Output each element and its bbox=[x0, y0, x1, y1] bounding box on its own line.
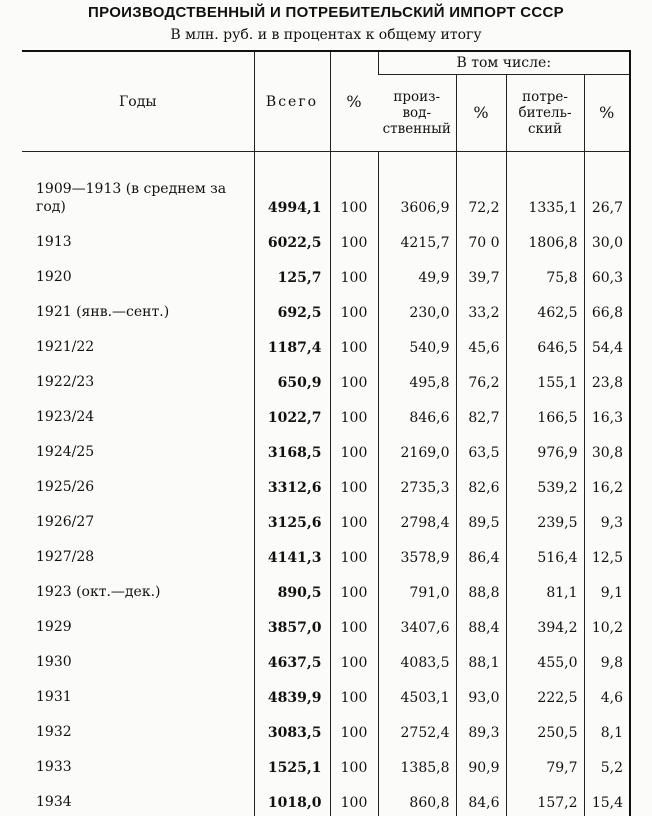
prod-cell: 791,0 bbox=[378, 571, 456, 606]
header-cons-pct: % bbox=[584, 75, 630, 152]
cons-cell: 155,1 bbox=[506, 361, 584, 396]
prod-pct-cell: 86,4 bbox=[456, 536, 506, 571]
table-header bbox=[22, 51, 630, 152]
prod-cell: 4503,1 bbox=[378, 676, 456, 711]
prod-cell: 2798,4 bbox=[378, 501, 456, 536]
total-pct-cell: 100 bbox=[330, 291, 378, 326]
total-pct-cell: 100 bbox=[330, 431, 378, 466]
total-cell: 4994,1 bbox=[254, 152, 330, 222]
year-cell: 1925/26 bbox=[22, 466, 254, 501]
year-cell: 1926/27 bbox=[22, 501, 254, 536]
header-years: Годы bbox=[22, 51, 254, 152]
table-row bbox=[22, 326, 630, 361]
prod-pct-cell: 45,6 bbox=[456, 326, 506, 361]
year-cell: 1921 (янв.—сент.) bbox=[22, 291, 254, 326]
prod-cell: 230,0 bbox=[378, 291, 456, 326]
total-pct-cell: 100 bbox=[330, 221, 378, 256]
cons-cell: 222,5 bbox=[506, 676, 584, 711]
prod-pct-cell: 89,3 bbox=[456, 711, 506, 746]
prod-cell: 2169,0 bbox=[378, 431, 456, 466]
year-cell: 1909—1913 (в среднем за год) bbox=[22, 152, 254, 222]
year-cell: 1929 bbox=[22, 606, 254, 641]
cons-cell: 394,2 bbox=[506, 606, 584, 641]
cons-pct-cell: 60,3 bbox=[584, 256, 630, 291]
table-row bbox=[22, 641, 630, 676]
cons-cell: 166,5 bbox=[506, 396, 584, 431]
total-cell: 650,9 bbox=[254, 361, 330, 396]
total-cell: 1022,7 bbox=[254, 396, 330, 431]
cons-cell: 1335,1 bbox=[506, 152, 584, 222]
year-cell: 1921/22 bbox=[22, 326, 254, 361]
total-cell: 692,5 bbox=[254, 291, 330, 326]
prod-pct-cell: 84,6 bbox=[456, 781, 506, 816]
table-row bbox=[22, 221, 630, 256]
table-row bbox=[22, 536, 630, 571]
prod-cell: 540,9 bbox=[378, 326, 456, 361]
cons-cell: 646,5 bbox=[506, 326, 584, 361]
table-row bbox=[22, 152, 630, 222]
total-cell: 1525,1 bbox=[254, 746, 330, 781]
total-pct-cell: 100 bbox=[330, 466, 378, 501]
prod-pct-cell: 33,2 bbox=[456, 291, 506, 326]
year-cell: 1927/28 bbox=[22, 536, 254, 571]
cons-cell: 81,1 bbox=[506, 571, 584, 606]
total-cell: 4141,3 bbox=[254, 536, 330, 571]
prod-pct-cell: 88,8 bbox=[456, 571, 506, 606]
prod-pct-cell: 89,5 bbox=[456, 501, 506, 536]
cons-cell: 157,2 bbox=[506, 781, 584, 816]
year-cell: 1922/23 bbox=[22, 361, 254, 396]
total-pct-cell: 100 bbox=[330, 152, 378, 222]
header-prod: произ- вод- ственный bbox=[378, 75, 456, 152]
prod-pct-cell: 93,0 bbox=[456, 676, 506, 711]
cons-pct-cell: 30,0 bbox=[584, 221, 630, 256]
cons-pct-cell: 15,4 bbox=[584, 781, 630, 816]
year-cell: 1933 bbox=[22, 746, 254, 781]
cons-cell: 462,5 bbox=[506, 291, 584, 326]
total-pct-cell: 100 bbox=[330, 606, 378, 641]
header-total: Всего bbox=[254, 51, 330, 152]
prod-pct-cell: 39,7 bbox=[456, 256, 506, 291]
total-pct-cell: 100 bbox=[330, 711, 378, 746]
year-cell: 1923 (окт.—дек.) bbox=[22, 571, 254, 606]
table-row bbox=[22, 396, 630, 431]
cons-pct-cell: 4,6 bbox=[584, 676, 630, 711]
cons-pct-cell: 9,3 bbox=[584, 501, 630, 536]
cons-pct-cell: 16,2 bbox=[584, 466, 630, 501]
cons-pct-cell: 5,2 bbox=[584, 746, 630, 781]
prod-pct-cell: 90,9 bbox=[456, 746, 506, 781]
total-pct-cell: 100 bbox=[330, 746, 378, 781]
year-cell: 1924/25 bbox=[22, 431, 254, 466]
prod-cell: 49,9 bbox=[378, 256, 456, 291]
total-pct-cell: 100 bbox=[330, 256, 378, 291]
total-pct-cell: 100 bbox=[330, 536, 378, 571]
header-prod-pct: % bbox=[456, 75, 506, 152]
cons-cell: 1806,8 bbox=[506, 221, 584, 256]
cons-pct-cell: 10,2 bbox=[584, 606, 630, 641]
table-row bbox=[22, 501, 630, 536]
total-cell: 3312,6 bbox=[254, 466, 330, 501]
year-cell: 1932 bbox=[22, 711, 254, 746]
cons-pct-cell: 26,7 bbox=[584, 152, 630, 222]
prod-pct-cell: 72,2 bbox=[456, 152, 506, 222]
prod-cell: 4083,5 bbox=[378, 641, 456, 676]
table-row bbox=[22, 711, 630, 746]
cons-cell: 239,5 bbox=[506, 501, 584, 536]
total-pct-cell: 100 bbox=[330, 501, 378, 536]
prod-cell: 4215,7 bbox=[378, 221, 456, 256]
prod-cell: 1385,8 bbox=[378, 746, 456, 781]
cons-cell: 976,9 bbox=[506, 431, 584, 466]
table-row bbox=[22, 291, 630, 326]
table-row bbox=[22, 256, 630, 291]
year-cell: 1920 bbox=[22, 256, 254, 291]
table-row bbox=[22, 781, 630, 816]
cons-pct-cell: 30,8 bbox=[584, 431, 630, 466]
prod-cell: 846,6 bbox=[378, 396, 456, 431]
year-cell: 1923/24 bbox=[22, 396, 254, 431]
table-subtitle: В млн. руб. и в процентах к общему итогу bbox=[0, 27, 652, 43]
total-cell: 125,7 bbox=[254, 256, 330, 291]
total-cell: 1018,0 bbox=[254, 781, 330, 816]
prod-pct-cell: 70 0 bbox=[456, 221, 506, 256]
total-pct-cell: 100 bbox=[330, 781, 378, 816]
total-cell: 4637,5 bbox=[254, 641, 330, 676]
table-body bbox=[22, 152, 630, 816]
cons-cell: 539,2 bbox=[506, 466, 584, 501]
table-row bbox=[22, 606, 630, 641]
table-row bbox=[22, 676, 630, 711]
prod-cell: 2752,4 bbox=[378, 711, 456, 746]
header-group: В том числе: bbox=[378, 51, 630, 75]
prod-pct-cell: 82,6 bbox=[456, 466, 506, 501]
total-pct-cell: 100 bbox=[330, 396, 378, 431]
total-cell: 1187,4 bbox=[254, 326, 330, 361]
total-pct-cell: 100 bbox=[330, 641, 378, 676]
cons-pct-cell: 23,8 bbox=[584, 361, 630, 396]
table-title: ПРОИЗВОДСТВЕННЫЙ И ПОТРЕБИТЕЛЬСКИЙ ИМПОРТ СССР bbox=[0, 4, 652, 21]
year-cell: 1934 bbox=[22, 781, 254, 816]
cons-cell: 455,0 bbox=[506, 641, 584, 676]
year-cell: 1913 bbox=[22, 221, 254, 256]
year-cell: 1931 bbox=[22, 676, 254, 711]
header-cons: потре- битель- ский bbox=[506, 75, 584, 152]
prod-pct-cell: 88,4 bbox=[456, 606, 506, 641]
prod-pct-cell: 88,1 bbox=[456, 641, 506, 676]
total-cell: 3857,0 bbox=[254, 606, 330, 641]
table-row bbox=[22, 431, 630, 466]
cons-cell: 79,7 bbox=[506, 746, 584, 781]
table-row bbox=[22, 746, 630, 781]
cons-pct-cell: 12,5 bbox=[584, 536, 630, 571]
prod-cell: 860,8 bbox=[378, 781, 456, 816]
total-pct-cell: 100 bbox=[330, 571, 378, 606]
cons-pct-cell: 8,1 bbox=[584, 711, 630, 746]
header-total-pct: % bbox=[330, 51, 378, 152]
table-row bbox=[22, 361, 630, 396]
total-cell: 4839,9 bbox=[254, 676, 330, 711]
cons-cell: 516,4 bbox=[506, 536, 584, 571]
prod-cell: 3578,9 bbox=[378, 536, 456, 571]
cons-pct-cell: 9,8 bbox=[584, 641, 630, 676]
year-cell: 1930 bbox=[22, 641, 254, 676]
prod-cell: 3407,6 bbox=[378, 606, 456, 641]
cons-cell: 75,8 bbox=[506, 256, 584, 291]
total-pct-cell: 100 bbox=[330, 676, 378, 711]
total-cell: 3083,5 bbox=[254, 711, 330, 746]
total-cell: 3125,6 bbox=[254, 501, 330, 536]
total-cell: 6022,5 bbox=[254, 221, 330, 256]
total-cell: 3168,5 bbox=[254, 431, 330, 466]
cons-pct-cell: 66,8 bbox=[584, 291, 630, 326]
prod-pct-cell: 76,2 bbox=[456, 361, 506, 396]
cons-pct-cell: 54,4 bbox=[584, 326, 630, 361]
cons-cell: 250,5 bbox=[506, 711, 584, 746]
prod-cell: 2735,3 bbox=[378, 466, 456, 501]
prod-cell: 3606,9 bbox=[378, 152, 456, 222]
prod-cell: 495,8 bbox=[378, 361, 456, 396]
total-pct-cell: 100 bbox=[330, 326, 378, 361]
total-cell: 890,5 bbox=[254, 571, 330, 606]
import-table bbox=[22, 50, 631, 816]
prod-pct-cell: 82,7 bbox=[456, 396, 506, 431]
prod-pct-cell: 63,5 bbox=[456, 431, 506, 466]
table-row bbox=[22, 466, 630, 501]
total-pct-cell: 100 bbox=[330, 361, 378, 396]
cons-pct-cell: 9,1 bbox=[584, 571, 630, 606]
table-row bbox=[22, 571, 630, 606]
cons-pct-cell: 16,3 bbox=[584, 396, 630, 431]
